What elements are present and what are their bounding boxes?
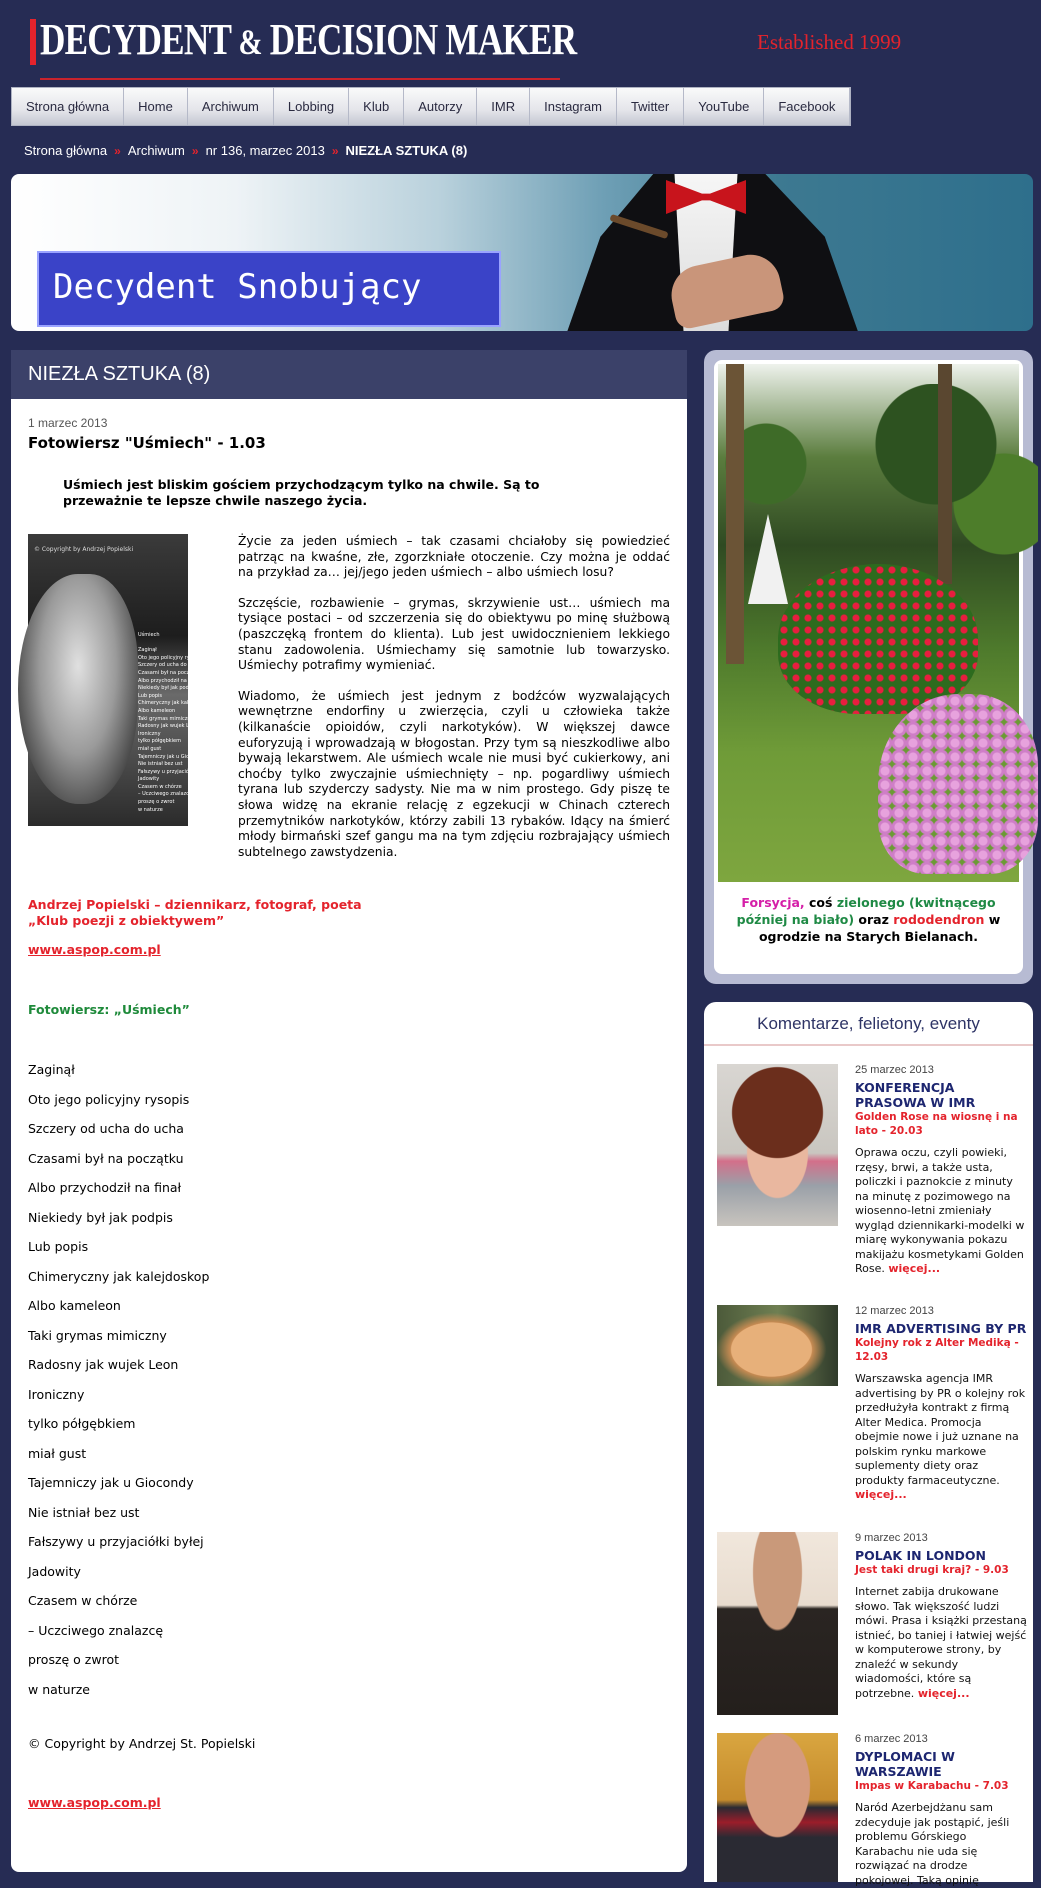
poem-verses [28, 1062, 209, 1711]
comment-thumbnail[interactable] [717, 1305, 838, 1386]
comments-heading: Komentarze, felietony, eventy [704, 1002, 1033, 1046]
comment-date: 6 marzec 2013 [855, 1733, 928, 1745]
garden-photo-box [704, 350, 1033, 984]
author-club: „Klub poezji z obiektywem” [28, 913, 225, 928]
comment-excerpt: Oprawa oczu, czyli powieki, rzęsy, brwi, a także usta, policzki i paznokcie z minuty na minutę z pozimowego na wiosenno-letni zmieniały wygląd dziennikarki-modelki w miarę wykonywania pokazu makijażu kosmetykami Golden Rose. więcej... [855, 1146, 1025, 1275]
author-website-link[interactable]: www.aspop.com.pl [28, 942, 161, 957]
verse-line: Fałszywy u przyjaciółki byłej [28, 1534, 204, 1549]
nav-item-klub[interactable]: Klub [349, 88, 404, 125]
horse-image [18, 574, 138, 804]
nav-item-facebook[interactable]: Facebook [764, 88, 850, 125]
comment-title[interactable]: DYPLOMACI W WARSZAWIE [855, 1749, 955, 1779]
photo-trees [698, 384, 1038, 584]
verse-line: Szczery od ucha do ucha [28, 1121, 184, 1136]
photo-copyright: © Copyright by Andrzej Popielski [34, 546, 134, 553]
breadcrumb-current: NIEZŁA SZTUKA (8) [345, 143, 468, 158]
photo-trunk [938, 364, 952, 584]
verse-line: Czasem w chórze [28, 1593, 138, 1608]
poem-heading: Fotowiersz: „Uśmiech” [28, 1002, 190, 1017]
article-panel [11, 350, 687, 1872]
verse-line: – Uczciwego znalazcę [28, 1622, 164, 1638]
comment-subtitle: Golden Rose na wiosnę i na lato - 20.03 [855, 1111, 1018, 1137]
photo-red-rhododendron [778, 564, 978, 714]
nav-item-strona-glowna[interactable]: Strona główna [12, 88, 124, 125]
verse-line: Oto jego policyjny rysopis [28, 1091, 190, 1107]
verse-line: Zaginął [28, 1062, 75, 1077]
verse-line: Radosny jak wujek Leon [28, 1357, 179, 1372]
established-label: Established 1999 [757, 30, 902, 54]
nav-item-youtube[interactable]: YouTube [684, 88, 764, 125]
garden-photo-card [714, 360, 1023, 974]
verse-line: Niekiedy był jak podpis [28, 1209, 173, 1225]
comment-meta [855, 1733, 1027, 1888]
article-copyright: © Copyright by Andrzej St. Popielski [28, 1736, 256, 1751]
comment-date: 12 marzec 2013 [855, 1305, 934, 1317]
article-paragraph: Wiadomo, że uśmiech jest jednym z bodźców wyzwalających wewnętrzne endorfiny u zwierzęcia, czyli u człowieka także (kilkanaście opioidów, czyli narkotyków). W większej dawce euforyzują i wprowadzają w błogostan. Przy tym są nieszkodliwe albo bywają lekarstwem. Ale uśmiech wcale nie musi być cukierkowy, ani choćby tylko zwyczajnie uśmiechnięty – np. pogardliwy uśmiech tyrana lub szyderczy sadysty. Nie ma w nim prostego. Gdy piszę te słowa widzę na ekranie relację z egzekucji w Chinach czterech przemytników narkotyków, którzy zabili 13 rybaków. Idący na śmierć młody birmański szef gangu ma na tym zdjęciu rozbrajający uśmiech subtelnego zawstydzenia. [238, 688, 670, 859]
read-more-link[interactable]: więcej... [917, 1686, 970, 1700]
garden-photo-caption: Forsycja, coś zielonego (kwitnącego później na biało) oraz rododendron w ogrodzie na Starych Bielanach. [736, 895, 1001, 944]
comment-excerpt: Internet zabija drukowane słowo. Tak większość ludzi mówi. Prasa i książki przestaną istnieć, bo taniej i łatwiej wejść w komputerowe strony, by znaleźć w sekundy wiadomości, które są potrzebne. więcej... [855, 1585, 1027, 1700]
article-lead: Uśmiech jest bliskim gościem przychodzącym tylko na chwile. Są to przeważnie te lepsze chwile naszego życia. [63, 477, 540, 508]
author-credit [28, 897, 362, 929]
nav-item-lobbing[interactable]: Lobbing [274, 88, 349, 125]
logo-text: DECYDENT & DECISION MAKER [40, 15, 577, 64]
comment-title[interactable]: KONFERENCJA PRASOWA W IMR [855, 1080, 976, 1110]
breadcrumb-home[interactable]: Strona główna [24, 143, 108, 158]
comment-thumbnail[interactable] [717, 1733, 838, 1882]
nav-item-imr[interactable]: IMR [477, 88, 530, 125]
article-paragraph: Życie za jeden uśmiech – tak czasami chciałoby się powiedzieć patrząc na kwaśne, złe, zgorzkniałe otoczenie. Czy można je oddać na przykład za… jej/jego jeden uśmiech – albo uśmiech losu? [238, 534, 670, 580]
comment-date: 25 marzec 2013 [855, 1064, 934, 1076]
article-title: Fotowiersz "Uśmiech" - 1.03 [28, 434, 266, 452]
verse-line: miał gust [28, 1445, 87, 1461]
verse-line: Nie istniał bez ust [28, 1504, 140, 1520]
section-banner [11, 174, 1033, 331]
verse-line: Jadowity [28, 1563, 81, 1579]
breadcrumb [24, 143, 467, 158]
nav-item-instagram[interactable]: Instagram [530, 88, 617, 125]
photo-pink-azalea [878, 694, 1038, 874]
nav-item-home[interactable]: Home [124, 88, 188, 125]
breadcrumb-issue[interactable]: nr 136, marzec 2013 [205, 143, 325, 158]
logo-accent-bar [30, 19, 36, 65]
comment-subtitle: Impas w Karabachu - 7.03 [855, 1780, 1009, 1792]
verse-line: Ironiczny [28, 1386, 85, 1402]
comments-sidebar [704, 1002, 1033, 1887]
breadcrumb-archive[interactable]: Archiwum [127, 143, 185, 158]
author-line: Andrzej Popielski – dziennikarz, fotograf, poeta [28, 897, 362, 912]
verse-line: tylko półgębkiem [28, 1416, 136, 1431]
comment-thumbnail[interactable] [717, 1532, 838, 1715]
verse-line: Albo kameleon [28, 1298, 121, 1313]
comment-date: 9 marzec 2013 [855, 1532, 928, 1544]
comment-thumbnail[interactable] [717, 1064, 838, 1226]
banner-title: Decydent Snobujący [53, 267, 422, 307]
nav-item-twitter[interactable]: Twitter [617, 88, 684, 125]
article-paragraph: Szczęście, rozbawienie – grymas, skrzywienie ust… uśmiech ma tysiące postaci – od szczerzenia się do obiektywu po minę służbową (paszczęką frontem do klienta). Lub jest uwidocznieniem lekkiego stanu zadowolenia. Uśmiechamy się samotnie lub towarzysko. Uśmiechy potrafimy wymieniać. [238, 595, 670, 673]
breadcrumb-separator-icon: » [331, 143, 339, 158]
author-website-link-bottom[interactable]: www.aspop.com.pl [28, 1795, 161, 1810]
verse-line: Lub popis [28, 1239, 89, 1254]
nav-item-autorzy[interactable]: Autorzy [404, 88, 477, 125]
section-title: NIEZŁA SZTUKA (8) [11, 350, 687, 399]
comment-excerpt: Warszawska agencja IMR advertising by PR o kolejny rok przedłużyła kontrakt z firmą Alter Medica. Promocja obejmie nowe i już uznane na polskim rynku markowe suplementy diety oraz produkty farmaceutyczne. więcej... [855, 1372, 1026, 1501]
comment-meta [855, 1064, 1027, 1277]
photo-poem-overlay: Uśmiech Zaginął Oto jego policyjny rysopis Szczery od ucha do ucha Czasami był na początku Albo przychodził na finał Niekiedy był jak podpis Lub popis Chimeryczny jak kalejdoskop Albo kameleon Taki grymas mimiczny Radosny jak wujek Leon Ironiczny tylko półgębkiem miał gust Tajemniczy jak u Giocondy Nie istniał bez ust Fałszywy u przyjaciółki byłej Jadowity Czasem w chórze – Uczciwego znalazcę proszę o zwrot w naturze [138, 632, 211, 813]
comment-excerpt: Naród Azerbejdżanu sam zdecyduje jak postąpić, jeśli problemu Górskiego Karabachu nie uda się rozwiązać na drodze pokojowej. Taką opinię [855, 1801, 1010, 1887]
photo-trunk [726, 364, 744, 664]
breadcrumb-separator-icon: » [191, 143, 199, 158]
nav-item-archiwum[interactable]: Archiwum [188, 88, 274, 125]
verse-line: Tajemniczy jak u Giocondy [28, 1475, 194, 1490]
logo-underline [40, 78, 560, 80]
comment-meta [855, 1305, 1027, 1503]
verse-line: w naturze [28, 1681, 90, 1697]
comment-subtitle: Kolejny rok z Alter Mediką - 12.03 [855, 1337, 1019, 1363]
garden-photo[interactable] [718, 364, 1019, 882]
banner-title-plate [37, 251, 501, 327]
comment-meta [855, 1532, 1027, 1701]
article-body [238, 534, 670, 875]
verse-line: Albo przychodził na finał [28, 1180, 182, 1195]
verse-line: Chimeryczny jak kalejdoskop [28, 1268, 210, 1284]
comment-subtitle: Jest taki drugi kraj? - 9.03 [855, 1564, 1009, 1576]
comment-title[interactable]: IMR ADVERTISING BY PR [855, 1321, 1027, 1336]
read-more-link[interactable]: więcej... [855, 1488, 907, 1501]
article-date: 1 marzec 2013 [28, 416, 108, 430]
article-photo[interactable] [28, 534, 211, 826]
verse-line: Czasami był na początku [28, 1150, 184, 1166]
site-logo[interactable] [30, 15, 577, 66]
breadcrumb-separator-icon: » [114, 143, 121, 158]
verse-line: Taki grymas mimiczny [28, 1327, 167, 1343]
read-more-link[interactable]: więcej... [888, 1262, 941, 1275]
comment-title[interactable]: POLAK IN LONDON [855, 1548, 986, 1563]
verse-line: proszę o zwrot [28, 1652, 120, 1667]
main-navigation [11, 87, 851, 126]
